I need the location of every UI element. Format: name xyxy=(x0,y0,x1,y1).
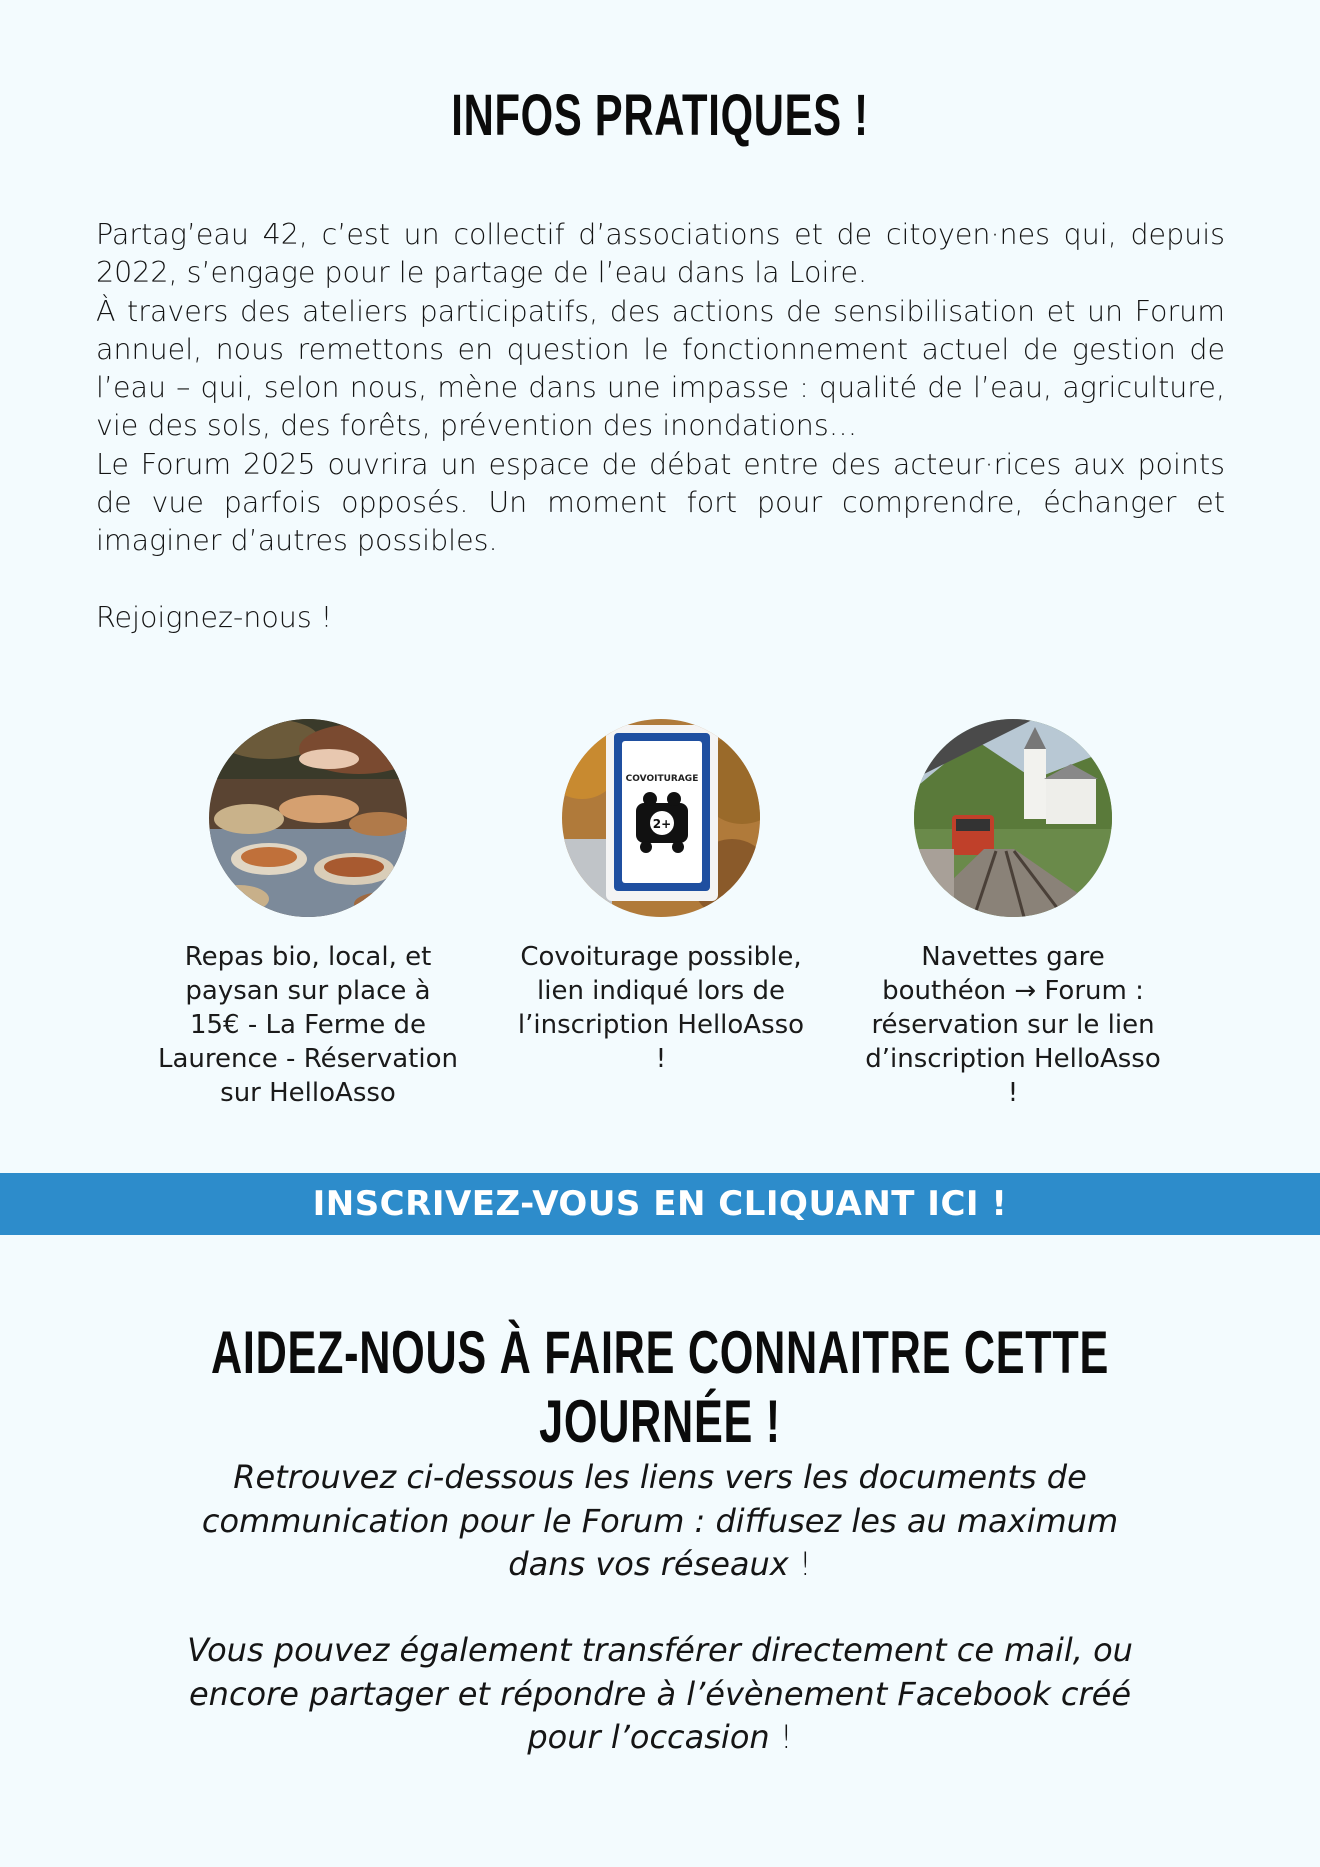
buffet-photo xyxy=(209,719,407,917)
section-title-infos: INFOS PRATIQUES ! xyxy=(451,83,869,148)
intro-closing: Rejoignez-nous ! xyxy=(96,600,333,634)
share-text-2-tail: ! xyxy=(769,1718,793,1756)
register-button[interactable]: INSCRIVEZ-VOUS EN CLIQUANT ICI ! xyxy=(0,1173,1320,1235)
train-station-photo xyxy=(914,719,1112,917)
sign-badge: 2+ xyxy=(652,817,672,831)
share-text-1-body: Retrouvez ci-dessous les liens vers les documents de communication pour le Forum : diffusez les au maximum dans vos réseaux xyxy=(201,1458,1119,1583)
share-text-1 xyxy=(160,1456,1160,1587)
info-caption-meal: Repas bio, local, et paysan sur place à 15€ - La Ferme de Laurence - Réservation sur HelloAsso xyxy=(158,942,458,1108)
sign-text: COVOITURAGE xyxy=(625,774,699,784)
intro-paragraph-2: À travers des ateliers participatifs, des actions de sensibilisation et un Forum annuel, nous remettons en question le fonctionnement actuel de gestion de l’eau – qui, selon nous, mène dans une impasse : qualité de l’eau, agriculture, vie des sols, des forêts, prévention des inondations… xyxy=(96,294,1225,443)
intro-text xyxy=(96,216,1225,637)
intro-paragraph-1: Partag’eau 42, c’est un collectif d’associations et de citoyen·nes qui, depuis 2022, s’engage pour le partage de l’eau dans la Loire. xyxy=(96,218,1225,290)
share-text-2 xyxy=(160,1629,1160,1760)
carpool-sign-photo xyxy=(562,719,760,917)
share-text-2-body: Vous pouvez également transférer directement ce mail, ou encore partager et répondre à l’évènement Facebook créé pour l’occasion xyxy=(187,1631,1133,1756)
section-title-share: AIDEZ-NOUS À FAIRE CONNAITRE CETTE JOURNÉE ! xyxy=(210,1319,1110,1455)
info-caption-shuttle: Navettes gare bouthéon → Forum : réservation sur le lien d’inscription HelloAsso ! xyxy=(865,942,1161,1108)
intro-paragraph-3: Le Forum 2025 ouvrira un espace de débat entre des acteur·rices aux points de vue parfois opposés. Un moment fort pour comprendre, échanger et imaginer d’autres possibles. xyxy=(96,447,1225,558)
share-text-1-tail: ! xyxy=(788,1545,812,1583)
info-caption-carpool: Covoiturage possible, lien indiqué lors de l’inscription HelloAsso ! xyxy=(517,942,805,1074)
